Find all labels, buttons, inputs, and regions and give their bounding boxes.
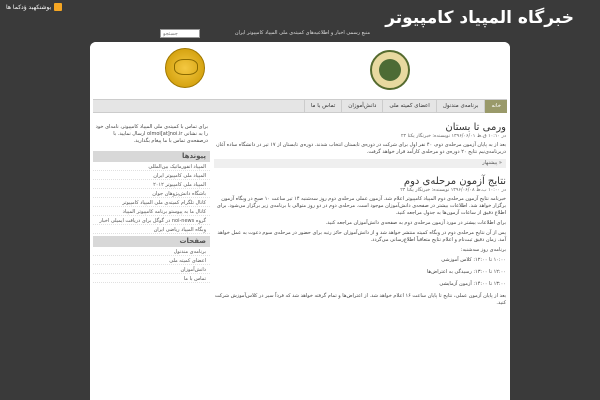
post-title[interactable]: ورمی تا بستان [445,122,506,133]
page-container [90,42,510,400]
sidebar-intro: برای تماس با کمیته‌ی ملی المپیاد کامپیوتر، نامه‌ای خود را به نشانی olmoi[at]noi.ir ارسال نمایید. با درصفحه‌ی تماس با ما پیغام بگذارید. [95,124,208,144]
post-footer-note: بعد از پایان آزمون عملی، نتایج تا پایان ساعت ۱۶ اعلام خواهد شد. از اعتراض‌ها و تمام گرفته خواهد شد که فرداً سیر در کلاس‌آموزش شرکت کنید. [214,293,506,306]
rss-icon [54,3,62,11]
rss-link[interactable] [6,3,62,11]
post-body-3: پس از آن نتایج مرحله‌ی دوم در وبگاه کمیته منتشر خواهد شد و از دانش‌آموزان حائز رتبه برای حضور در مرحله‌ی سوم دعوت به عمل خواهد آمد. زمان دقیق ثبت‌نام و اعلام نتایج متعاقباً اطلاع‌رسانی می‌گردد. [217,230,506,243]
nav-students[interactable]: دانش‌آموزان [341,100,382,113]
post-meta: در ۱۰:۰۰ ب.ظ ۱۳۹۶/۰۶/۰۸ نویسنده: خبرنگار یکتا ۲۴ [400,188,506,193]
link-item[interactable]: المپیاد ملی کامپیوتر ۲۰۱۲ [93,180,210,189]
site-subtitle: منبع رسمی اخبار و اطلاعیه‌های کمیته‌ی ملی المپیاد کامپیوتر ایران [234,30,370,36]
gold-medal-logo [165,48,205,88]
site-title[interactable]: خبرگاه المپیاد کامپیوتر [385,8,574,28]
link-item[interactable]: گروه noi-news در گوگل برای دریافت ایمیلی اخبار [93,216,210,225]
links-list [93,162,210,234]
schedule-title: برنامه‌ی روز سه‌شنبه: [460,247,506,253]
read-more-link[interactable]: پیشنهار » [482,160,502,166]
top-bar [0,0,600,42]
search-input[interactable] [160,29,200,38]
header-area [90,42,510,98]
pages-list [93,247,210,283]
olympiad-logo [370,50,410,90]
link-item[interactable]: کانال ما به پیوستو برنامه کامپیوتر المپیاد [93,207,210,216]
main-nav [93,99,507,113]
post [214,176,506,307]
schedule-item: ۱۳:۰۰ تا ۱۴:۰۰: آزمون آزمایشی [439,281,506,287]
page-item[interactable]: دانش‌آموزان [93,265,210,274]
nav-schedule[interactable]: برنامه‌ی مندنول [436,100,485,113]
link-item[interactable]: المپیاد انفورماتیک بین‌المللی [93,162,210,171]
link-item[interactable]: کانال تلگرام کمیته‌ی ملی المپیاد کامپیوتر [93,198,210,207]
post [214,122,506,168]
main-content [214,120,506,307]
pages-title: صفحات [93,236,210,247]
post-body: بعد از به پایان آزمون مرحله‌ی دوم، ۴۰ نفر اول برای شرکت در دوره‌ی تابستان انتخاب شدند. دوره‌ی تابستان از ۱۷ تیر در دانشگاه ساده آغاز، دربرنامه‌ی‌نیم نتایج ۲۰ دوره‌ی دو مرحله‌ی کارآمد قرار خواهد گرفت. [215,142,506,155]
post-title[interactable]: نتایج آزمون مرحله‌ی دوم [403,176,506,187]
page-item[interactable]: تماس با ما [93,274,210,283]
links-title: پیوندها [93,151,210,162]
post-body-2: برای اطلاعات بیشتر در مورد آزمون مرحله‌ی دوم به صفحه‌ی دانش‌آموزان مراجعه کنید. [325,220,506,226]
post-footer [214,159,506,168]
page-item[interactable]: اعضای کمیته ملی [93,256,210,265]
schedule-item: ۱۰:۰۰ تا ۱۲:۰۰: کلاس آموزشی [441,257,506,263]
link-item[interactable]: باشگاه دانش‌پژوهان جوان [93,189,210,198]
nav-home[interactable]: خانه [484,100,507,113]
nav-contact[interactable]: تماس با ما [304,100,341,113]
sidebar [93,120,210,283]
page-item[interactable]: برنامه‌ی مندنول [93,247,210,256]
schedule-list [214,254,506,290]
link-item[interactable]: وبگاه المپیاد ریاضی ایران [93,225,210,234]
rss-label: بوشنکهبد ؤدکما ها [6,3,52,11]
schedule-item: ۱۲:۰۰ تا ۱۳:۰۰: رسیدگی به اعتراض‌ها [426,269,506,275]
nav-committee[interactable]: اعضای کمیته ملی [382,100,435,113]
post-body: خبرنامه نتایج آزمون مرحله‌ی دوم المپیاد کامپیوتر اعلام شد. آزمون عملی مرحله‌ی دوم روز سه‌شنبه ۱۴ تیر ساعت ۱۰ صبح در وبگاه آزمون برگزار خواهد شد. اطلاعات بیشتر در صفحه‌ی دانش‌آموزان موجود است. مرحله‌ی دوم در دو روز متوالی با برنامه‌ی زیر برگزار می‌شود. برای اطلاع دقیق از ساعات آزمون‌ها به جدول مراجعه کنید. [216,196,506,216]
post-meta: در ۱۰:۱۰ ق.ظ ۱۳۹۶/۰۶/۰۱ نویسنده: خبرنگار یکتا ۲۴ [400,134,506,139]
link-item[interactable]: المپیاد ملی کامپیوتر ایران [93,171,210,180]
